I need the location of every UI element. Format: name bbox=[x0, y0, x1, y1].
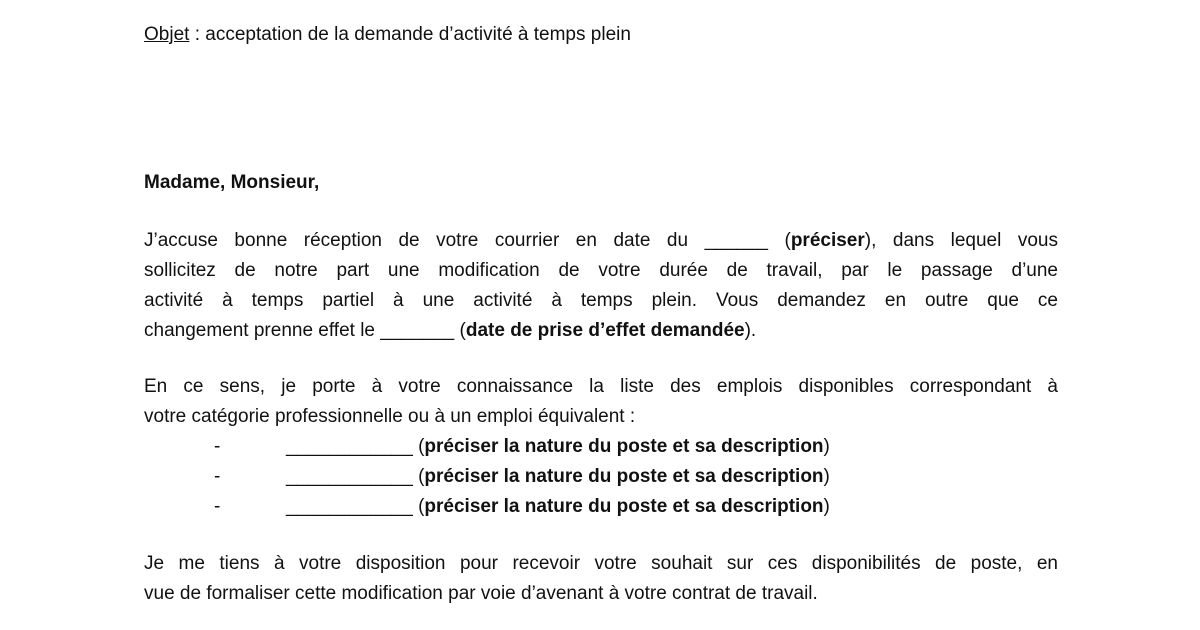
paragraph1-bold: date de prise d’effet demandée bbox=[465, 320, 745, 341]
paragraph2-line1: En ce sens, je porte à votre connaissance la liste des emplois disponibles correspondant à bbox=[144, 376, 1058, 397]
subject-separator: : bbox=[189, 24, 206, 45]
subject-label: Objet bbox=[144, 24, 190, 45]
paragraph1-text: ). bbox=[744, 320, 757, 341]
subject-line bbox=[144, 24, 631, 46]
list-item-text: ____________ (préciser la nature du poste et sa description) bbox=[286, 436, 830, 457]
paragraph3-line2: vue de formaliser cette modification par voie d’avenant à votre contrat de travail. bbox=[144, 583, 818, 604]
paragraph1-line4 bbox=[144, 320, 756, 342]
paragraph1-text: changement prenne effet le _______ ( bbox=[144, 320, 466, 341]
list-item-text: ____________ (préciser la nature du poste et sa description) bbox=[286, 466, 830, 487]
paragraph1-text: ), dans lequel vous bbox=[864, 230, 1058, 251]
salutation: Madame, Monsieur, bbox=[144, 172, 320, 193]
paragraph1-line2: sollicitez de notre part une modification de votre durée de travail, par le passage d’une bbox=[144, 260, 1058, 281]
list-dash: - bbox=[214, 466, 221, 487]
list-dash: - bbox=[214, 436, 221, 457]
paragraph1-text: J’accuse bonne réception de votre courrier en date du ______ ( bbox=[144, 230, 791, 251]
list-item-text: ____________ (préciser la nature du poste et sa description) bbox=[286, 496, 830, 517]
paragraph3-line1: Je me tiens à votre disposition pour recevoir votre souhait sur ces disponibilités de poste, en bbox=[144, 553, 1058, 574]
list-dash: - bbox=[214, 496, 221, 517]
paragraph1-line3: activité à temps partiel à une activité à temps plein. Vous demandez en outre que ce bbox=[144, 290, 1058, 311]
paragraph1-bold: préciser bbox=[790, 230, 865, 251]
paragraph1-line1 bbox=[144, 230, 1058, 252]
subject-text: acceptation de la demande d’activité à temps plein bbox=[205, 24, 631, 45]
paragraph2-line2: votre catégorie professionnelle ou à un emploi équivalent : bbox=[144, 406, 636, 427]
